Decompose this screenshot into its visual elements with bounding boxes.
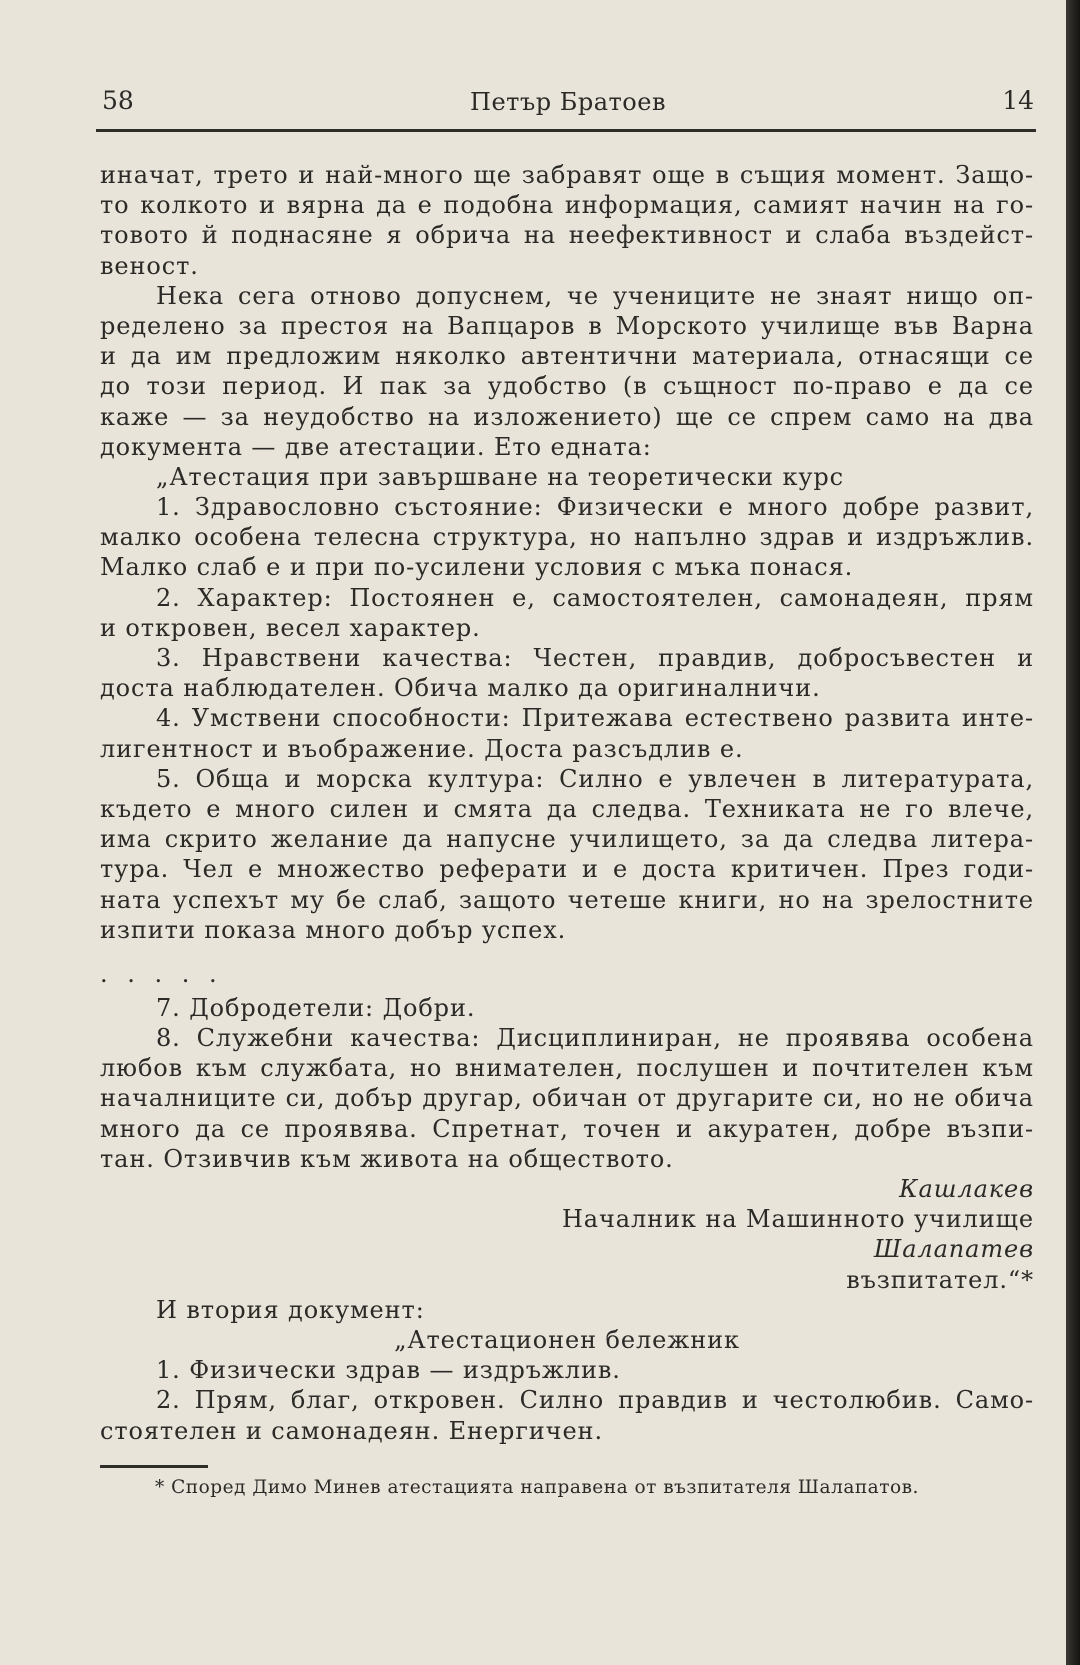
text-line: където е много силен и смята да следва. Техниката не го влече,	[100, 794, 1034, 823]
text-line: документа — две атестации. Ето едната:	[100, 432, 652, 461]
header-rule	[96, 129, 1036, 132]
footnote-rule	[100, 1465, 208, 1468]
quote-heading: „Атестационен бележник	[394, 1325, 740, 1354]
quote-heading: „Атестация при завършване на теоретически курс	[156, 462, 844, 491]
page-number: 58	[102, 86, 134, 115]
ellipsis-dots: . . . . .	[100, 959, 223, 988]
text-line: ределено за престоя на Вапцаров в Морското училище във Варна	[100, 311, 1034, 340]
running-title: Петър Братоев	[470, 88, 666, 116]
signatory-title: Началник на Машинното училище	[561, 1205, 1034, 1234]
text-line: изпити показа много добър успех.	[100, 915, 567, 944]
text-line: ната успехът му бе слаб, защото четеше книги, но на зрелостните	[100, 885, 1034, 914]
text-line: до този период. И пак за удобство (в същност по-право е да се	[100, 372, 1034, 401]
signatory-name: Шалапатев	[873, 1235, 1034, 1264]
text-line: товото й поднасяне я обрича на неефективност и слаба въздейст-	[100, 221, 1034, 250]
text-line: 3. Нравствени качества: Честен, правдив, добросъвестен и	[156, 644, 1034, 672]
text-line: тура. Чел е множество реферати и е доста критичен. През годи-	[100, 855, 1034, 884]
text-line: тан. Отзивчив към живота на обществото.	[100, 1144, 674, 1173]
text-line: Малко слаб е и при по-усилени условия с мъка понася.	[100, 553, 854, 582]
text-line: то колкото и вярна да е подобна информация, самият начин на го-	[100, 191, 1034, 220]
text-line: лигентност и въображение. Доста разсъдлив е.	[100, 734, 744, 763]
text-line: 2. Характер: Постоянен е, самостоятелен, самонадеян, прям	[156, 583, 1034, 612]
body-text	[100, 160, 1034, 1446]
text-line: 1. Здравословно състояние: Физически е много добре развит,	[156, 493, 1034, 522]
text-line: има скрито желание да напусне училището, за да следва литера-	[100, 825, 1034, 854]
signatory-name: Кашлакев	[899, 1175, 1034, 1203]
text-line: 2. Прям, благ, откровен. Силно правдив и честолюбив. Само-	[156, 1386, 1034, 1415]
page-header	[102, 86, 1034, 122]
text-line: малко особена телесна структура, но напълно здрав и издръжлив.	[100, 523, 1034, 552]
text-line: каже — за неудобство на изложението) ще се спрем само на два	[100, 402, 1034, 431]
signatory-title: възпитател.“*	[846, 1265, 1034, 1294]
text-line: много да се проявява. Спретнат, точен и акуратен, добре възпи-	[100, 1114, 1034, 1143]
text-line: 4. Умствени способности: Притежава естествено развита инте-	[156, 704, 1034, 733]
text-line: И втория документ:	[156, 1295, 425, 1324]
signature-mark: 14	[1002, 86, 1034, 115]
text-line: 5. Обща и морска култура: Силно е увлечен в литературата,	[156, 764, 1034, 793]
text-line: иначат, трето и най-много ще забравят още в същия момент. Защо-	[100, 161, 1034, 189]
text-line: началниците си, добър другар, обичан от другарите си, но не обича	[100, 1084, 1034, 1113]
book-spine-edge	[1066, 0, 1080, 1665]
text-line: доста наблюдателен. Обича малко да оригиналничи.	[100, 674, 821, 703]
text-line: стоятелен и самонадеян. Енергичен.	[100, 1416, 603, 1445]
text-line: 1. Физически здрав — издръжлив.	[156, 1356, 621, 1385]
text-line: веност.	[100, 251, 199, 280]
text-line: 8. Служебни качества: Дисциплиниран, не проявява особена	[156, 1024, 1034, 1053]
text-line: и да им предложим няколко автентични материала, отнасящи се	[100, 342, 1034, 371]
footnote: * Според Димо Минев атестацията направена от възпитателя Шалапатов.	[155, 1477, 919, 1498]
text-line: Нека сега отново допуснем, че учениците не знаят нищо оп-	[156, 281, 1034, 310]
text-line: 7. Добродетели: Добри.	[156, 993, 476, 1022]
text-line: и откровен, весел характер.	[100, 613, 481, 642]
text-line: любов към службата, но внимателен, послушен и почтителен към	[100, 1054, 1034, 1083]
